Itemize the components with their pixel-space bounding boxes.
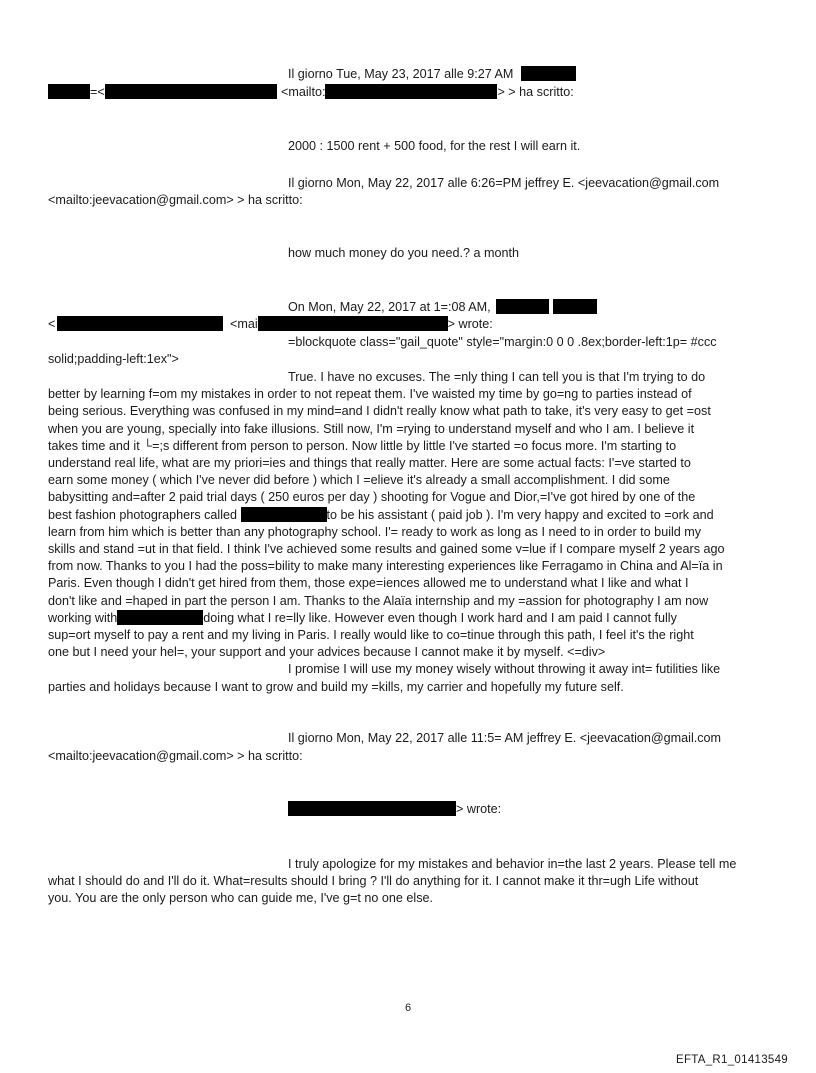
message-body xyxy=(48,369,770,696)
body-line: from now. Thanks to you I had the poss=bility to make many interesting experiences like Ferragamo in China and Al=ïa in xyxy=(48,559,723,574)
blockquote-line2: solid;padding-left:1ex"> xyxy=(48,352,179,366)
reply-header-line1 xyxy=(288,66,576,83)
body-line xyxy=(48,507,770,524)
redaction-bar xyxy=(496,299,549,314)
on-mon-line2-mail xyxy=(230,316,493,333)
body-line: learn from him which is better than any photography school. I'= ready to work as long as I need to in order to build my xyxy=(48,524,702,539)
header-mailto-text: <mailto: xyxy=(281,85,326,99)
body-line xyxy=(48,610,770,627)
body-line: sup=ort myself to pay a rent and my living in Paris. I really would like to co=tinue through this path, I feel it's the right xyxy=(48,628,694,643)
redaction-bar xyxy=(48,84,90,99)
on-mon-line1 xyxy=(288,299,597,316)
wrote-text: > wrote: xyxy=(456,802,502,816)
redaction-bar xyxy=(57,316,223,331)
body-line: one but I need your hel=, your support and your advices because I cannot make it by myself. <=div> xyxy=(48,645,606,660)
body-line: better by learning f=om my mistakes in order to not repeat them. I've waisted my time by go=ng to parties instead of xyxy=(48,387,692,402)
on-mon-text: On Mon, May 22, 2017 at 1=:08 AM, xyxy=(288,300,491,314)
header-text: =< xyxy=(90,85,105,99)
body-line: what I should do and I'll do it. What=results should I bring ? I'll do anything for it. I cannot make it thr=ugh Life without xyxy=(48,874,699,889)
body-line: when you are young, specially into fake illusions. Still now, I'm =rying to understand myself and who I am. I believe it xyxy=(48,421,695,436)
body-line: True. I have no excuses. The =nly thing I can tell you is that I'm trying to do xyxy=(288,370,706,384)
redaction-bar xyxy=(117,610,203,625)
blockquote-line1: =blockquote class="gail_quote" style="margin:0 0 0 .8ex;border-left:1p= #ccc xyxy=(288,335,717,349)
body-line: earn some money ( which I've never did before ) which I =elieve it's already a small accomplishment. I did some xyxy=(48,473,670,488)
body-text: to be his assistant ( paid job ). I'm very happy and excited to =ork and xyxy=(326,507,714,522)
body-line: being serious. Everything was confused in my mind=and I didn't really know what path to take, it's very easy to get =ost xyxy=(48,404,711,419)
body-line: don't like and =haped in part the person I am. Thanks to the Alaïa internship and my =assion for photography I am now xyxy=(48,593,709,608)
reply-header-line2-mailto xyxy=(281,84,574,101)
redaction-bar xyxy=(258,316,448,331)
redaction-bar xyxy=(325,84,497,99)
body-line: understand real life, what are my priori=ies and things that really matter. Here are some actual facts: I'=ve started to xyxy=(48,456,691,471)
jeffrey-header-2-line2: <mailto:jeevacation@gmail.com> > ha scritto: xyxy=(48,749,303,763)
body-text: doing what I re=lly like. However even though I work hard and I am paid I cannot fully xyxy=(203,610,677,625)
body-line: I promise I will use my money wisely without throwing it away int= futilities like xyxy=(288,662,721,677)
jeffrey-header-2-line1: Il giorno Mon, May 22, 2017 alle 11:5= AM jeffrey E. <jeevacation@gmail.com xyxy=(288,731,722,745)
body-text: best fashion photographers called xyxy=(48,507,238,522)
reply-2000: 2000 : 1500 rent + 500 food, for the rest I will earn it. xyxy=(288,139,581,153)
question-line: how much money do you need.? a month xyxy=(288,246,520,260)
redaction-bar xyxy=(553,299,597,314)
redaction-bar xyxy=(241,507,327,522)
body-line: you. You are the only person who can guide me, I've g=t no one else. xyxy=(48,891,434,906)
jeffrey-header-1-line1: Il giorno Mon, May 22, 2017 alle 6:26=PM jeffrey E. <jeevacation@gmail.com xyxy=(288,176,720,190)
page-number: 6 xyxy=(404,1002,412,1014)
redaction-bar xyxy=(288,801,456,816)
body-line: babysitting and=after 2 paid trial days ( 250 euros per day ) shooting for Vogue and Dior,=I've got hired by one of the xyxy=(48,490,696,505)
redaction-bar xyxy=(521,66,576,81)
redaction-bar xyxy=(105,84,277,99)
on-mon-wrote: > wrote: xyxy=(447,317,493,331)
body-line: skills and stand =ut in that field. I think I've achieved some results and gained some v=lue if I compare myself 2 years ago xyxy=(48,542,725,557)
reply-header-line2 xyxy=(48,84,277,101)
header-ha-scritto: > > ha scritto: xyxy=(497,85,574,99)
body-line: takes time and it └=;s different from person to person. Now little by little I've started =o focus more. I'm starting to xyxy=(48,438,677,453)
on-mon-mail-text: <mai xyxy=(230,317,258,331)
body-line: Paris. Even though I didn't get hired from them, those expe=iences allowed me to understand what I like and what I xyxy=(48,576,689,591)
reply-header-text: Il giorno Tue, May 23, 2017 alle 9:27 AM xyxy=(288,67,514,81)
document-id: EFTA_R1_01413549 xyxy=(676,1054,788,1066)
body-text: working with xyxy=(48,610,118,625)
wrote-line xyxy=(288,801,501,818)
body-line: parties and holidays because I want to grow and build my =kills, my carrier and hopefully my future self. xyxy=(48,679,624,694)
jeffrey-header-1-line2: <mailto:jeevacation@gmail.com> > ha scritto: xyxy=(48,193,303,207)
body-line: I truly apologize for my mistakes and behavior in=the last 2 years. Please tell me xyxy=(288,857,737,871)
on-mon-lt: < xyxy=(48,317,56,331)
on-mon-line2 xyxy=(48,316,223,333)
apology-paragraph xyxy=(48,856,770,908)
